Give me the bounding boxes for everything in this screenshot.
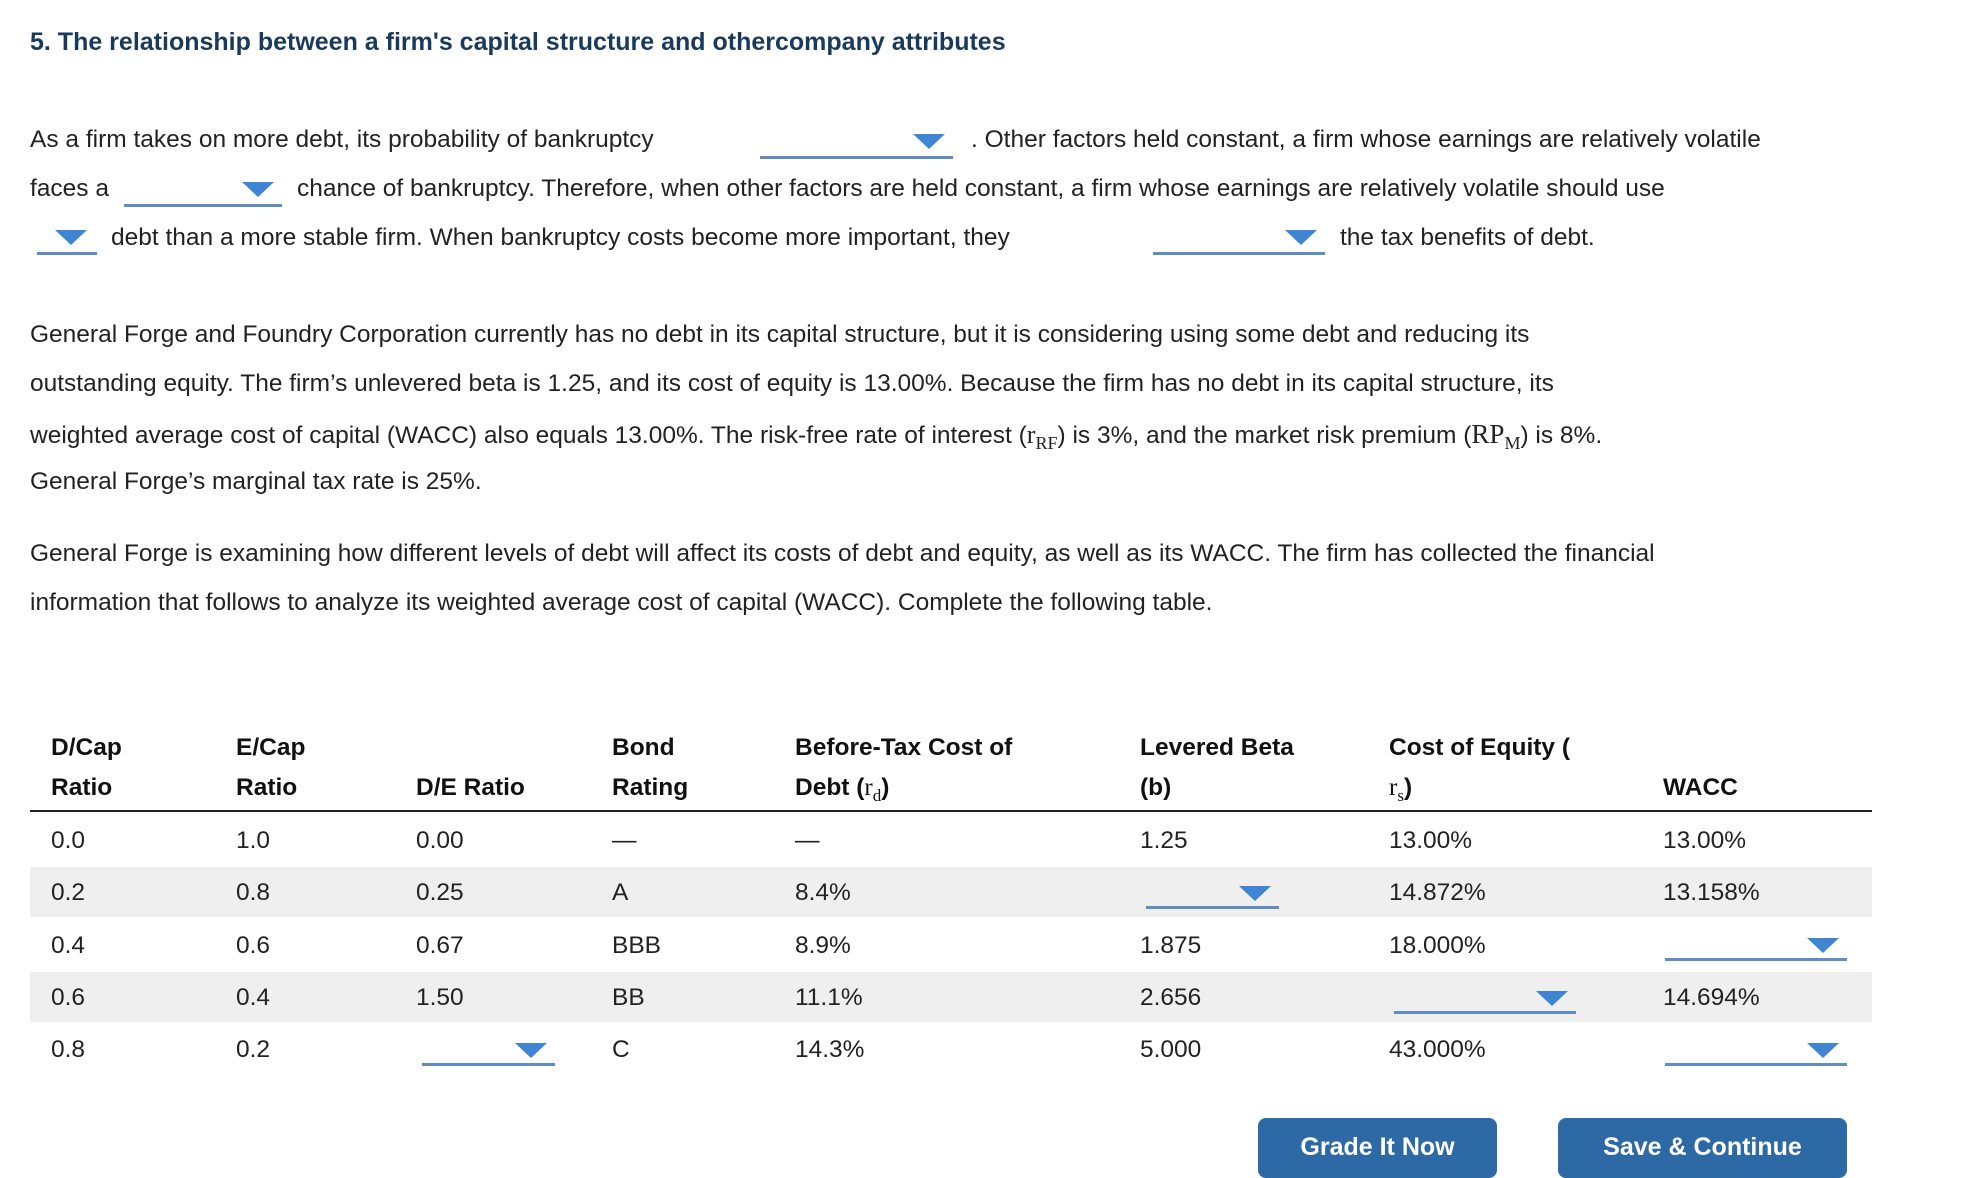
cost-of-equity-dropdown[interactable]	[1394, 977, 1576, 1014]
chevron-down-icon	[515, 1043, 547, 1058]
para3-line2: information that follows to analyze its weighted average cost of capital (WACC). Complete the following table.	[30, 589, 1213, 616]
para1-line3-b: the tax benefits of debt.	[1340, 224, 1595, 251]
header-de: D/E Ratio	[416, 774, 525, 801]
cell-dcap: 0.4	[51, 932, 86, 959]
cell-ecap: 0.2	[236, 1036, 271, 1063]
chevron-down-icon	[1239, 886, 1271, 901]
chevron-down-icon	[1536, 991, 1568, 1006]
header-bond: Bond Rating	[612, 734, 689, 801]
para1-line3-a: debt than a more stable firm. When bankruptcy costs become more important, they	[111, 224, 1010, 251]
para2-line3: weighted average cost of capital (WACC) also equals 13.00%. The risk-free rate of interest $(r_{RF})$ is 3%, and the market risk premium $(RP_M)$ is 8%.	[30, 419, 1603, 453]
levered-beta-dropdown[interactable]	[1146, 872, 1279, 909]
cell-bond: A	[612, 879, 629, 906]
cell-before-tax-cost: 8.4%	[795, 879, 851, 906]
chevron-down-icon	[1807, 1043, 1839, 1058]
cell-de: 0.25	[416, 879, 464, 906]
de-ratio-dropdown[interactable]	[422, 1029, 555, 1066]
cell-bond: —	[612, 827, 637, 854]
tax-benefits-dropdown[interactable]	[1153, 218, 1325, 255]
cell-cost-of-equity: 18.000%	[1389, 932, 1486, 959]
grade-it-now-button[interactable]: Grade It Now	[1258, 1118, 1497, 1178]
cell-before-tax-cost: 11.1%	[795, 984, 863, 1011]
header-wacc: WACC	[1663, 774, 1738, 801]
cell-bond: BB	[612, 984, 645, 1011]
para1-line2-a: faces a	[30, 175, 109, 202]
chevron-down-icon	[242, 182, 274, 197]
para1-line1-b: . Other factors held constant, a firm whose earnings are relatively volatile	[971, 126, 1761, 153]
cell-levered-beta: 5.000	[1140, 1036, 1202, 1063]
cell-bond: BBB	[612, 932, 662, 959]
cell-dcap: 0.2	[51, 879, 86, 906]
cell-before-tax-cost: 8.9%	[795, 932, 851, 959]
cell-wacc: 13.00%	[1663, 827, 1747, 854]
cell-cost-of-equity: 43.000%	[1389, 1036, 1486, 1063]
para2-line4: General Forge’s marginal tax rate is 25%.	[30, 468, 482, 495]
cell-before-tax-cost: 14.3%	[795, 1036, 865, 1063]
wacc-dropdown[interactable]	[1665, 924, 1847, 961]
cell-levered-beta: 1.875	[1140, 932, 1202, 959]
para1-line2-b: chance of bankruptcy. Therefore, when other factors are held constant, a firm whose earnings are relatively volatile should use	[297, 175, 1665, 202]
para3-line1: General Forge is examining how different levels of debt will affect its costs of debt and equity, as well as its WACC. The firm has collected the financial	[30, 540, 1655, 567]
cell-levered-beta: 2.656	[1140, 984, 1202, 1011]
row-stripe	[30, 867, 1872, 917]
cell-wacc: 13.158%	[1663, 879, 1760, 906]
row-stripe	[30, 972, 1872, 1022]
chevron-down-icon	[1285, 230, 1317, 245]
debt-amount-dropdown[interactable]	[37, 218, 97, 255]
cell-cost-of-equity: 13.00%	[1389, 827, 1473, 854]
chevron-down-icon	[1807, 938, 1839, 953]
save-and-continue-button[interactable]: Save & Continue	[1558, 1118, 1847, 1178]
cell-ecap: 1.0	[236, 827, 271, 854]
header-before-tax-cost: Before-Tax Cost of Debt $(r_d)$	[795, 734, 1013, 805]
header-levered-beta: Levered Beta (b)	[1140, 734, 1294, 801]
cell-ecap: 0.6	[236, 932, 271, 959]
page-title: 5. The relationship between a firm's capital structure and othercompany attributes	[30, 28, 1006, 56]
cell-levered-beta: 1.25	[1140, 827, 1188, 854]
cell-bond: C	[612, 1036, 630, 1063]
cell-dcap: 0.8	[51, 1036, 86, 1063]
header-ecap: E/Cap Ratio	[236, 734, 306, 801]
header-divider	[30, 810, 1872, 812]
cell-de: 1.50	[416, 984, 464, 1011]
bankruptcy-probability-dropdown[interactable]	[760, 122, 953, 159]
volatile-chance-dropdown[interactable]	[124, 170, 282, 207]
para2-line2: outstanding equity. The firm’s unlevered beta is 1.25, and its cost of equity is 13.00%. Because the firm has no debt in its capital structure, its	[30, 370, 1554, 397]
cell-de: 0.00	[416, 827, 464, 854]
cell-wacc: 14.694%	[1663, 984, 1760, 1011]
cell-dcap: 0.0	[51, 827, 86, 854]
cell-de: 0.67	[416, 932, 464, 959]
para1-line1-a: As a firm takes on more debt, its probability of bankruptcy	[30, 126, 654, 153]
cell-cost-of-equity: 14.872%	[1389, 879, 1486, 906]
chevron-down-icon	[913, 134, 945, 149]
wacc-dropdown[interactable]	[1665, 1029, 1847, 1066]
cell-before-tax-cost: —	[795, 827, 820, 854]
cell-ecap: 0.8	[236, 879, 271, 906]
chevron-down-icon	[55, 230, 87, 245]
cell-ecap: 0.4	[236, 984, 271, 1011]
para2-line1: General Forge and Foundry Corporation currently has no debt in its capital structure, but it is considering using some debt and reducing its	[30, 321, 1530, 348]
header-dcap: D/Cap Ratio	[51, 734, 122, 801]
cell-dcap: 0.6	[51, 984, 86, 1011]
header-cost-of-equity: Cost of Equity ( $r_s$)	[1389, 734, 1571, 805]
